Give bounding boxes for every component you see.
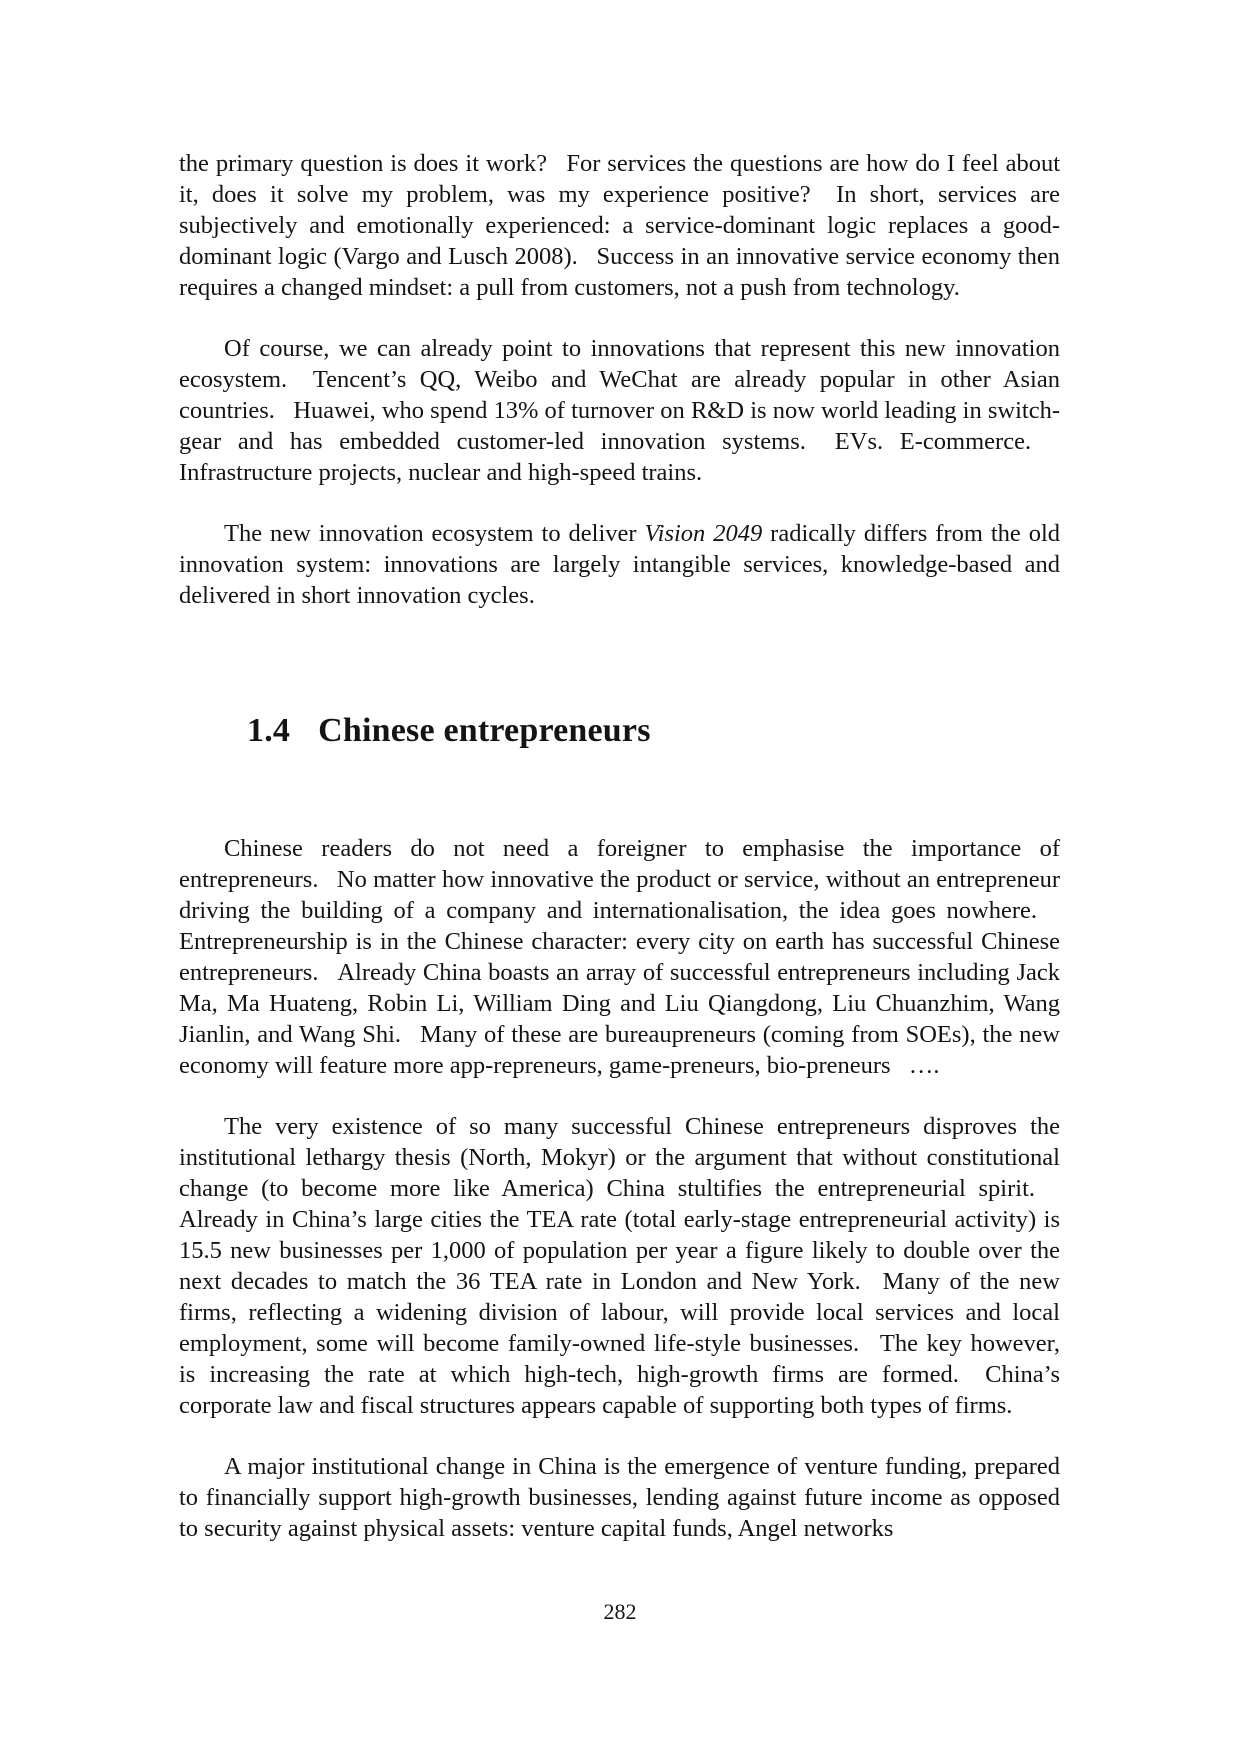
text-run: The new innovation ecosystem to deliver bbox=[224, 520, 645, 547]
page-number: 282 bbox=[603, 1599, 637, 1624]
text-run: Chinese readers do not need a foreigner to emphasise the importance of entrepreneurs. No matter how innovative the product or service, without an entrepreneur driving the building of a company and internationalisation, the idea goes nowhere. Entrepreneurship is in the Chinese character: every city on earth has successful Chinese entrepreneurs. Already China boasts an array of successful entrepreneurs including Jack Ma, Ma Huateng, Robin Li, William Ding and Liu Qiangdong, Liu Chuanzhim, Wang Jianlin, and Wang Shi. Many of these are bureaupreneurs (coming from SOEs), the new economy will feature more app-repreneurs, game-preneurs, bio-preneurs …. bbox=[179, 835, 1060, 1079]
section-number: 1.4 bbox=[247, 712, 291, 749]
text-run: A major institutional change in China is the emergence of venture funding, prepared to financially support high-growth businesses, lending against future income as opposed to security against physical assets: venture capital funds, Angel networks bbox=[179, 1453, 1060, 1542]
text-run: Of course, we can already point to innovations that represent this new innovation ecosystem. Tencent’s QQ, Weibo and WeChat are already popular in other Asian countries. Huawei, who spend 13% of turnover on R&D is now world leading in switch-gear and has embedded customer-led innovation systems. EVs. E-commerce. Infrastructure projects, nuclear and high-speed trains. bbox=[179, 335, 1060, 486]
paragraph-new-ecosystem bbox=[179, 518, 1060, 611]
paragraph-innovation-examples bbox=[179, 333, 1060, 488]
paragraph-tea-rate bbox=[179, 1111, 1060, 1421]
text-run: the primary question is does it work? For services the questions are how do I feel about it, does it solve my problem, was my experience positive? In short, services are subjectively and emotionally experienced: a service-dominant logic replaces a good-dominant logic (Vargo and Lusch 2008). Success in an innovative service economy then requires a changed mindset: a pull from customers, not a push from technology. bbox=[179, 150, 1060, 301]
section-title: Chinese entrepreneurs bbox=[318, 712, 651, 749]
text-run: The very existence of so many successful Chinese entrepreneurs disproves the institutional lethargy thesis (North, Mokyr) or the argument that without constitutional change (to become more like America) China stultifies the entrepreneurial spirit. Already in China’s large cities the TEA rate (total early-stage entrepreneurial activity) is 15.5 new businesses per 1,000 of population per year a figure likely to double over the next decades to match the 36 TEA rate in London and New York. Many of the new firms, reflecting a widening division of labour, will provide local services and local employment, some will become family-owned life-style businesses. The key however, is increasing the rate at which high-tech, high-growth firms are formed. China’s corporate law and fiscal structures appears capable of supporting both types of firms. bbox=[179, 1113, 1060, 1419]
italic-text-run: Vision 2049 bbox=[644, 520, 763, 547]
paragraph-venture-funding bbox=[179, 1451, 1060, 1544]
section-heading bbox=[247, 711, 1060, 751]
text-block bbox=[179, 148, 1060, 1544]
paragraph-chinese-readers bbox=[179, 833, 1060, 1081]
text-run: radically differs from the old innovation system: innovations are largely intangible services, knowledge-based and delivered in short innovation cycles. bbox=[179, 520, 1060, 609]
paragraph-services-logic bbox=[179, 148, 1060, 303]
